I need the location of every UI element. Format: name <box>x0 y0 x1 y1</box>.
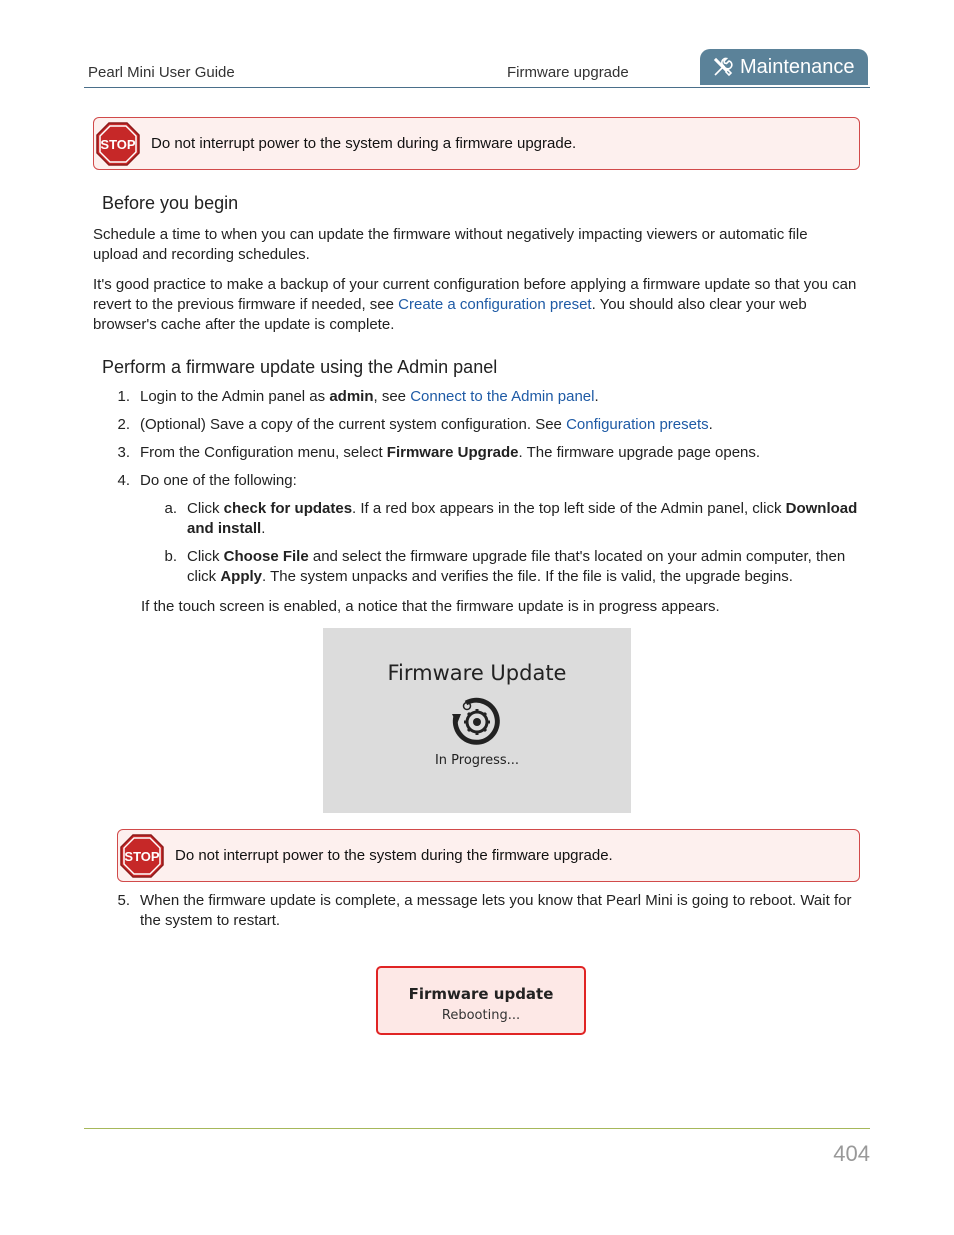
link-connect-admin-panel[interactable]: Connect to the Admin panel <box>410 388 595 405</box>
header-rule <box>84 87 870 88</box>
stop-sign-icon <box>119 833 165 879</box>
link-configuration-presets[interactable]: Configuration presets <box>566 416 709 433</box>
paragraph-backup: It's good practice to make a backup of your current configuration before applying a firmware update so that you can revert to the previous firmware if needed, see Create a configuration preset. You should also clear your web browser's cache after the update is complete. <box>93 276 857 333</box>
reboot-message-box <box>376 966 586 1035</box>
paragraph-schedule: Schedule a time to when you can update the firmware without negatively impacting viewers or automatic file upload and recording schedules. <box>93 226 808 263</box>
section-title: Firmware upgrade <box>507 64 629 81</box>
touch-screen-title: Firmware Update <box>387 661 567 685</box>
warning-text: Do not interrupt power to the system during a firmware upgrade. <box>151 135 577 152</box>
guide-title: Pearl Mini User Guide <box>88 64 235 81</box>
heading-before-you-begin: Before you begin <box>102 193 239 213</box>
heading-perform-update: Perform a firmware update using the Admin panel <box>102 357 498 377</box>
touch-screen-panel <box>323 628 631 813</box>
svg-text:STOP: STOP <box>124 848 160 864</box>
reboot-title: Firmware update <box>408 985 554 1003</box>
maintenance-tab <box>700 49 868 85</box>
reboot-status: Rebooting... <box>441 1008 521 1023</box>
warning-text: Do not interrupt power to the system during the firmware upgrade. <box>175 847 613 864</box>
link-create-config-preset[interactable]: Create a configuration preset <box>398 296 592 313</box>
touch-screen-note: If the touch screen is enabled, a notice that the firmware update is in progress appears. <box>141 598 720 615</box>
gear-refresh-icon <box>446 692 508 752</box>
warning-box-top <box>93 117 860 170</box>
touch-screen-status: In Progress... <box>434 753 520 768</box>
svg-text:STOP: STOP <box>100 136 136 152</box>
tools-icon <box>712 56 734 78</box>
footer-rule <box>84 1128 870 1129</box>
page-number: 404 <box>833 1141 870 1166</box>
stop-sign-icon <box>95 121 141 167</box>
tab-label: Maintenance <box>740 55 855 78</box>
warning-box-mid <box>117 829 860 882</box>
